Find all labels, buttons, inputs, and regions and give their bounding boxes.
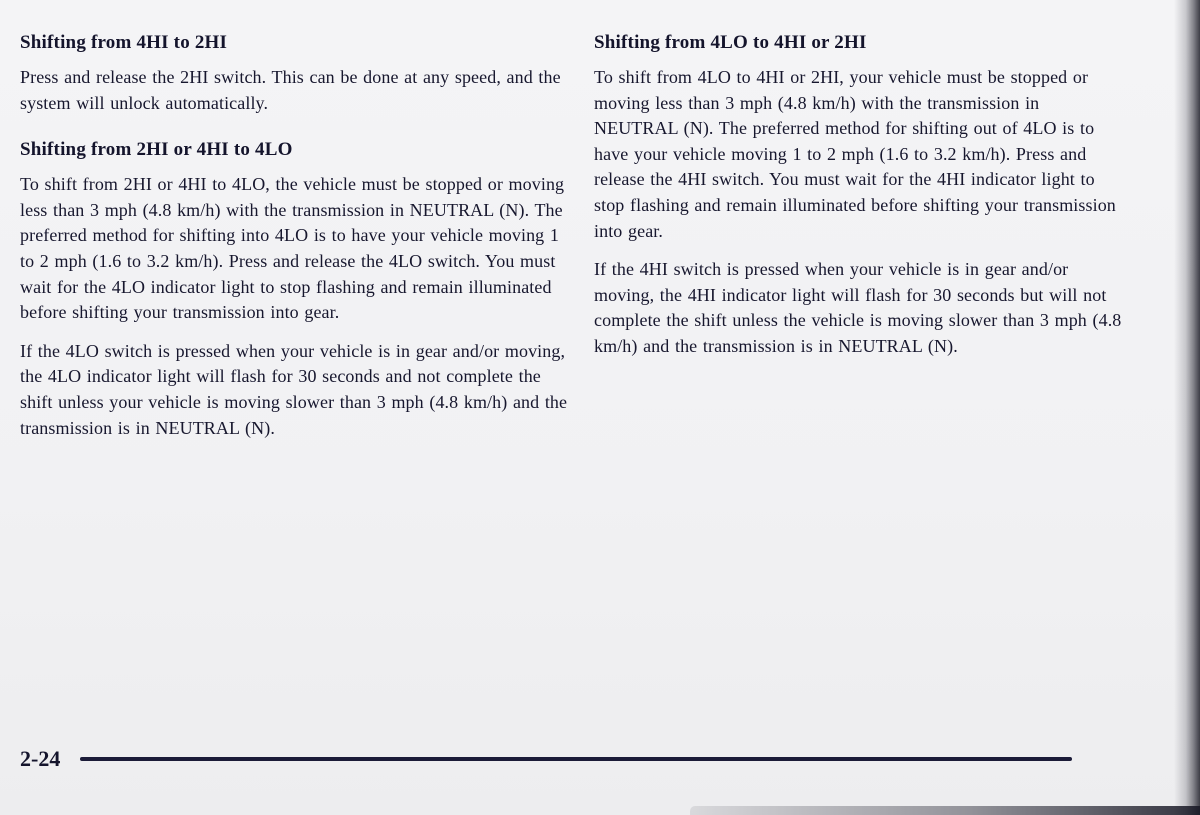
- paragraph: If the 4HI switch is pressed when your vehicle is in gear and/or moving, the 4HI indicator light will flash for 30 seconds but will not complete the shift unless the vehicle is moving slower than 3 mph (4.8 km/h) and the transmission is in NEUTRAL (N).: [594, 259, 1122, 356]
- paragraph: To shift from 2HI or 4HI to 4LO, the vehicle must be stopped or moving less than 3 mph (4.8 km/h) with the transmission in NEUTRAL (N). The preferred method for shifting into 4LO is to have your vehicle moving 1 to 2 mph (1.6 to 3.2 km/h). Press and release the 4LO switch. You must wait for the 4LO indicator light to stop flashing and remain illuminated before shifting your transmission into gear.: [20, 174, 565, 323]
- page-footer: [20, 746, 1180, 772]
- paragraph: If the 4LO switch is pressed when your vehicle is in gear and/or moving, the 4LO indicator light will flash for 30 seconds and not complete the shift unless your vehicle is moving slower than 3 mph (4.8 km/h) and the transmission is in NEUTRAL (N).: [20, 340, 568, 438]
- page-number: 2-24: [20, 746, 61, 771]
- right-column: [594, 32, 1122, 464]
- section-shifting-4lo-to-4hi-or-2hi: [594, 32, 1122, 360]
- section-heading: Shifting from 2HI or 4HI to 4LO: [20, 139, 293, 161]
- left-column: [20, 32, 568, 464]
- footer-rule: [80, 757, 1072, 761]
- section-shifting-2hi-or-4hi-to-4lo: [20, 139, 568, 441]
- paragraph: Press and release the 2HI switch. This can be done at any speed, and the system will unlock automatically.: [20, 67, 561, 113]
- section-heading: Shifting from 4LO to 4HI or 2HI: [594, 32, 867, 53]
- section-shifting-4hi-to-2hi: [20, 32, 568, 116]
- scan-edge-shadow-bottom: [690, 806, 1200, 815]
- paragraph: To shift from 4LO to 4HI or 2HI, your vehicle must be stopped or moving less than 3 mph (4.8 km/h) with the transmission in NEUTRAL (N). The preferred method for shifting out of 4LO is to have your vehicle moving 1 to 2 mph (1.6 to 3.2 km/h). Press and release the 4HI switch. You must wait for the 4HI indicator light to stop flashing and remain illuminated before shifting your transmission into gear.: [594, 67, 1116, 241]
- section-heading: Shifting from 4HI to 2HI: [20, 32, 228, 53]
